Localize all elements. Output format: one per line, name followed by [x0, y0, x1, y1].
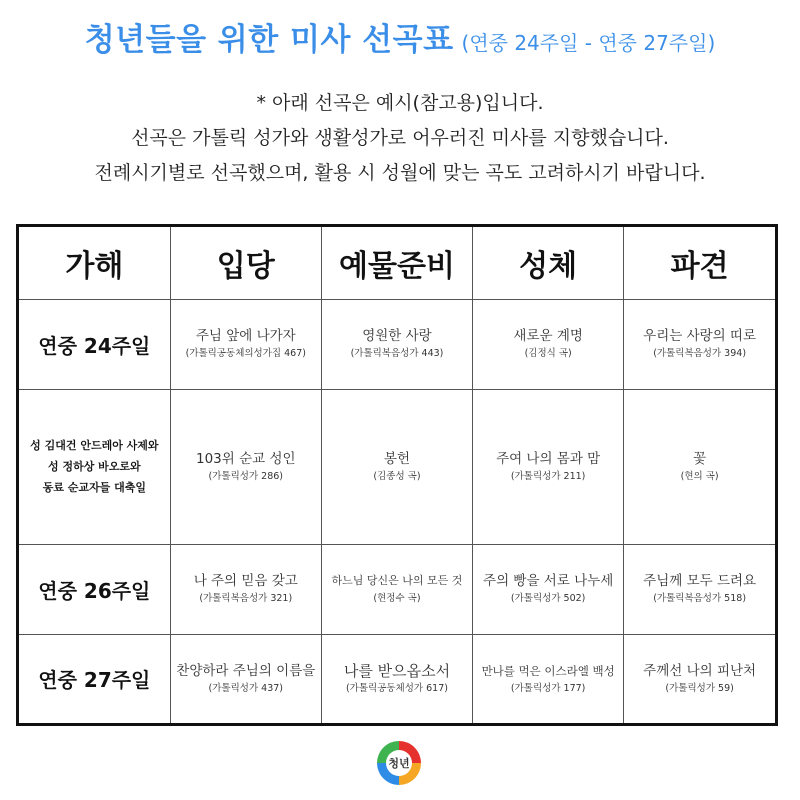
- song-source: (가톨릭성가 211): [510, 470, 586, 482]
- song-table-grid: [19, 227, 775, 723]
- song-title: 우리는 사랑의 띠로: [643, 328, 757, 345]
- song-source: (가톨릭성가 502): [510, 593, 586, 605]
- song-title: 주의 빵을 서로 나누세: [483, 573, 614, 590]
- song-cell: [170, 634, 321, 723]
- song-title: 주여 나의 몸과 맘: [496, 450, 601, 467]
- song-source: (현의 곡): [680, 470, 719, 482]
- song-cell: [170, 389, 321, 544]
- title-main: 청년들을 위한 미사 선곡표: [84, 22, 454, 58]
- notes: [0, 86, 800, 191]
- title-subtitle: (연중 24주일 - 연중 27주일): [461, 31, 716, 55]
- song-source: (가톨릭복음성가 321): [199, 593, 293, 605]
- row-label: [19, 300, 170, 390]
- song-title: 찬양하라 주님의 이름을: [176, 662, 316, 679]
- song-title: 나 주의 믿음 갖고: [193, 573, 298, 590]
- row-label-line: 성 정하상 바오로와: [48, 460, 141, 474]
- song-title: 꽃: [693, 450, 707, 467]
- song-source: (가톨릭복음성가 443): [350, 348, 444, 360]
- song-source: (현정수 곡): [373, 593, 421, 605]
- table-row: [19, 634, 775, 723]
- song-title: 봉헌: [383, 450, 411, 467]
- table-header-row: [19, 227, 775, 300]
- song-cell: [321, 300, 472, 390]
- song-cell: [473, 634, 624, 723]
- song-cell: [321, 545, 472, 635]
- table-row: [19, 300, 775, 390]
- song-source: (가톨릭성가 437): [208, 682, 283, 694]
- song-cell: [170, 545, 321, 635]
- song-title: 만나를 먹은 이스라엘 백성: [481, 663, 615, 678]
- song-cell: [624, 300, 775, 390]
- song-title: 나를 받으옵소서: [343, 661, 451, 680]
- song-cell: [473, 389, 624, 544]
- row-label: [19, 545, 170, 635]
- row-label-line: 성 김대건 안드레아 사제와: [30, 439, 159, 453]
- column-header-communion: 성체: [473, 227, 624, 300]
- song-cell: [170, 300, 321, 390]
- song-cell: [624, 389, 775, 544]
- logo-icon: [376, 740, 422, 786]
- song-title: 103위 순교 성인: [196, 450, 296, 467]
- song-cell: [321, 389, 472, 544]
- song-cell: [624, 545, 775, 635]
- song-source: (가톨릭성가 286): [208, 470, 283, 482]
- song-source: (가톨릭복음성가 518): [653, 593, 747, 605]
- song-source: (가톨릭성가 177): [510, 682, 586, 694]
- song-source: (가톨릭복음성가 394): [653, 348, 747, 360]
- song-table: [16, 224, 778, 726]
- row-label: [19, 634, 170, 723]
- song-source: (김정식 곡): [524, 348, 572, 360]
- table-row: [19, 545, 775, 635]
- song-title: 주님께 모두 드려요: [643, 573, 757, 590]
- note-line: 선곡은 가톨릭 성가와 생활성가로 어우러진 미사를 지향했습니다.: [131, 127, 669, 149]
- row-label-line: 연중 24주일: [38, 333, 151, 358]
- page-title: [0, 14, 800, 59]
- row-label-line: 연중 27주일: [38, 668, 151, 693]
- song-source: (김종성 곡): [373, 470, 421, 482]
- song-source: (가톨릭공동체성가 617): [345, 682, 448, 694]
- song-title: 영원한 사랑: [362, 328, 432, 345]
- song-cell: [473, 300, 624, 390]
- note-line: 전례시기별로 선곡했으며, 활용 시 성월에 맞는 곡도 고려하시기 바랍니다.: [94, 162, 706, 184]
- song-title: 주께선 나의 피난처: [643, 662, 757, 679]
- note-line: * 아래 선곡은 예시(참고용)입니다.: [256, 92, 544, 114]
- song-title: 하느님 당신은 나의 모든 것: [331, 574, 463, 588]
- song-title: 주님 앞에 나가자: [195, 328, 296, 345]
- table-row: [19, 389, 775, 544]
- song-source: (가톨릭성가 59): [665, 682, 734, 694]
- song-cell: [321, 634, 472, 723]
- column-header-offertory: 예물준비: [321, 227, 472, 300]
- song-cell: [473, 545, 624, 635]
- row-label-line: 연중 26주일: [38, 578, 151, 603]
- row-label: [19, 389, 170, 544]
- logo-text: 청년: [388, 757, 410, 770]
- song-cell: [624, 634, 775, 723]
- column-header-liturgy: 가해: [19, 227, 170, 300]
- song-title: 새로운 계명: [513, 328, 583, 345]
- song-source: (가톨릭공동체의성가집 467): [185, 348, 306, 360]
- column-header-dismissal: 파견: [624, 227, 775, 300]
- row-label-line: 동료 순교자들 대축일: [42, 481, 146, 495]
- column-header-entrance: 입당: [170, 227, 321, 300]
